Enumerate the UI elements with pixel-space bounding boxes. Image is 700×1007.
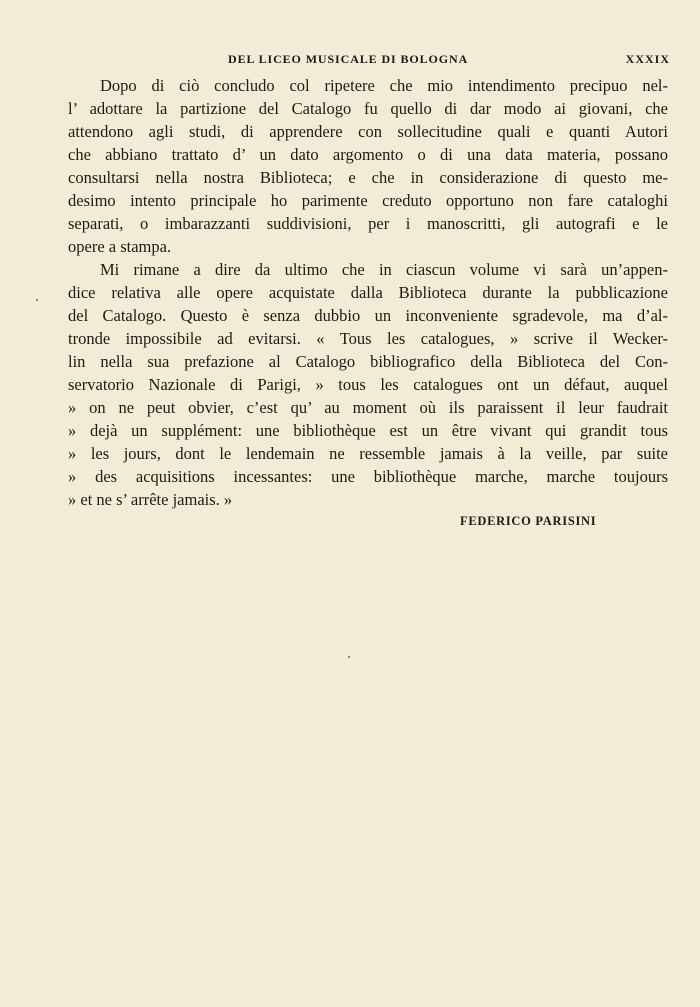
running-head: DEL LICEO MUSICALE DI BOLOGNA [228, 52, 469, 66]
text-line: del Catalogo. Questo è senza dubbio un inconveniente sgradevole, ma d’al- [68, 306, 668, 325]
text-line: desimo intento principale ho parimente creduto opportuno non fare cataloghi [68, 191, 668, 210]
text-line: » des acquisitions incessantes: une bibliothèque marche, marche toujours [68, 467, 668, 486]
text-line: che abbiano trattato d’ un dato argomento o di una data materia, possano [68, 145, 668, 164]
text-line: Mi rimane a dire da ultimo che in ciascun volume vi sarà un’appen- [100, 260, 668, 279]
text-line: dice relativa alle opere acquistate dalla Biblioteca durante la pubblicazione [68, 283, 668, 302]
text-line: separati, o imbarazzanti suddivisioni, per i manoscritti, gli autografi e le [68, 214, 668, 233]
author-signature: FEDERICO PARISINI [460, 514, 597, 528]
text-line: lin nella sua prefazione al Catalogo bibliografico della Biblioteca del Con- [68, 352, 668, 371]
page-number: XXXIX [625, 52, 670, 66]
text-line: » les jours, dont le lendemain ne ressemble jamais à la veille, par suite [68, 444, 668, 463]
text-line: tronde impossibile ad evitarsi. « Tous les catalogues, » scrive il Wecker- [68, 329, 668, 348]
paper-speck [348, 656, 350, 658]
text-line: attendono agli studi, di apprendere con sollecitudine quali e quanti Autori [68, 122, 668, 141]
text-line: servatorio Nazionale di Parigi, » tous les catalogues ont un défaut, auquel [68, 375, 668, 394]
text-line: consultarsi nella nostra Biblioteca; e che in considerazione di questo me- [68, 168, 668, 187]
paper-speck [36, 299, 38, 301]
text-line: » et ne s’ arrête jamais. » [68, 490, 233, 509]
text-line: l’ adottare la partizione del Catalogo fu quello di dar modo ai giovani, che [68, 99, 668, 118]
text-line: » dejà un supplément: une bibliothèque est un être vivant qui grandit tous [68, 421, 668, 440]
text-line: » on ne peut obvier, c’est qu’ au moment où ils paraissent il leur faudrait [68, 398, 668, 417]
text-line: opere a stampa. [68, 237, 172, 256]
text-line: Dopo di ciò concludo col ripetere che mio intendimento precipuo nel- [100, 76, 668, 95]
